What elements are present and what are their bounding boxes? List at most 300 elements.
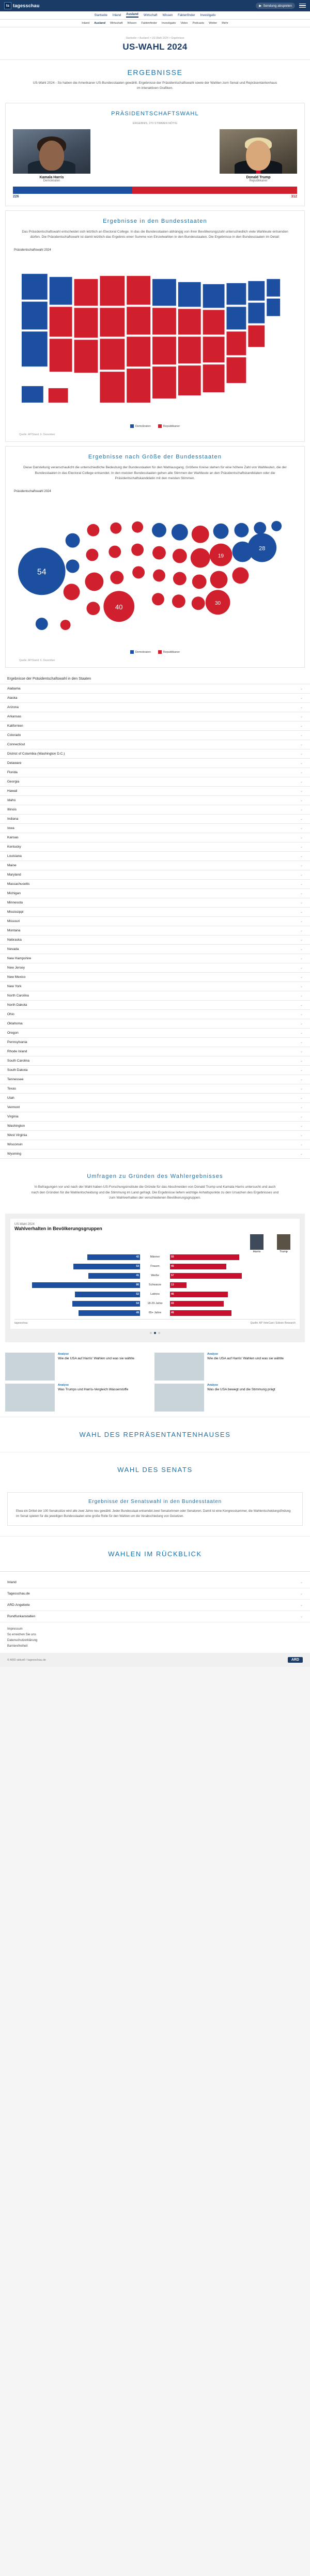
chevron-down-icon: ⌄: [300, 864, 303, 868]
legend-harris-label: Harris: [253, 1250, 261, 1253]
ard-logo: ARD: [288, 1657, 303, 1663]
footer-accordion-tagesschau[interactable]: [0, 1588, 310, 1600]
legend-democrats: Demokraten: [130, 424, 151, 428]
harris-value: 49: [136, 1311, 139, 1314]
candidate-harris: [13, 129, 90, 182]
trump-electors: 312: [291, 194, 297, 198]
chevron-down-icon: ⌄: [300, 762, 303, 765]
chart-category: Männer: [150, 1255, 160, 1259]
candidate-trump-photo: [220, 129, 297, 174]
chart-source: Quelle: AP VoteCast / Edison Research: [250, 1321, 296, 1325]
state-row-kalifornien[interactable]: [0, 721, 310, 730]
state-row-north-carolina[interactable]: [0, 991, 310, 1000]
teaser-item[interactable]: [154, 1353, 301, 1381]
subnav-wirtschaft[interactable]: Wirtschaft: [110, 22, 123, 25]
breadcrumb: Startseite > Ausland > US-Wahl 2024 > Ergebnisse: [126, 37, 184, 40]
state-row-connecticut[interactable]: [0, 740, 310, 749]
candidate-trump: [220, 129, 297, 182]
retrospective-section: [0, 1536, 310, 1571]
chevron-down-icon: ⌄: [300, 780, 303, 784]
nav-inland[interactable]: Inland: [112, 13, 121, 17]
chevron-down-icon: ⌄: [300, 883, 303, 886]
us-choropleth-svg[interactable]: [11, 253, 299, 423]
state-row-indiana[interactable]: [0, 814, 310, 823]
state-label: Hawaii: [7, 789, 18, 793]
chevron-down-icon: ⌄: [300, 715, 303, 719]
legend-trump-label: Trump: [280, 1250, 288, 1253]
electoral-map-title: Ergebnisse in den Bundesstaaten: [103, 218, 207, 224]
state-label: Wisconsin: [7, 1143, 23, 1147]
trump-value: 49: [171, 1311, 174, 1314]
teaser-title: Was Trumps und Harris-Vergleich Wasserstoffe: [58, 1387, 129, 1391]
survey-section: [0, 1159, 310, 1208]
carousel-dots[interactable]: [10, 1329, 300, 1337]
state-row-new-york[interactable]: [0, 982, 310, 991]
chevron-down-icon: ⌄: [300, 836, 303, 840]
chevron-down-icon: ⌄: [300, 1592, 303, 1596]
state-label: Illinois: [7, 808, 17, 812]
bubble-map-label: Präsidentschaftswahl 2024: [14, 489, 51, 493]
state-row-washington[interactable]: [0, 1121, 310, 1130]
teaser-list: [0, 1347, 310, 1417]
state-label: Minnesota: [7, 901, 23, 905]
subnav-wetter[interactable]: Wetter: [209, 22, 218, 25]
subnav-mehr[interactable]: Mehr: [222, 22, 228, 25]
state-row-maine[interactable]: [0, 861, 310, 870]
state-label: Louisiana: [7, 854, 22, 858]
chevron-down-icon: ⌄: [300, 1022, 303, 1026]
footer-accordion-ard-angebote[interactable]: [0, 1600, 310, 1611]
state-label: Missouri: [7, 919, 20, 924]
footer-link-barrierefreiheit[interactable]: Barrierefreiheit: [7, 1645, 28, 1648]
state-label: District of Columbia (Washington D.C.): [7, 752, 65, 756]
chevron-down-icon: ⌄: [300, 1004, 303, 1007]
chevron-down-icon: ⌄: [300, 920, 303, 924]
state-row-illinois[interactable]: [0, 805, 310, 814]
chevron-down-icon: ⌄: [300, 1604, 303, 1607]
state-row-montana[interactable]: [0, 926, 310, 935]
chevron-down-icon: ⌄: [300, 1106, 303, 1110]
teaser-title: Was die USA bewegt und die Stimmung prägt: [207, 1387, 275, 1391]
footer-accordion-rundfunkanstalten[interactable]: [0, 1611, 310, 1622]
state-row-utah[interactable]: [0, 1093, 310, 1102]
chevron-down-icon: ⌄: [300, 1134, 303, 1138]
chevron-down-icon: ⌄: [300, 846, 303, 849]
chevron-down-icon: ⌄: [300, 1143, 303, 1147]
chevron-down-icon: ⌄: [300, 818, 303, 821]
electoral-bar: [13, 187, 297, 194]
bubble-map-source: Quelle: AP/Stand: 6. Dezember: [19, 659, 55, 663]
chart-row: [14, 1281, 296, 1289]
state-label: Connecticut: [7, 743, 25, 747]
chart-row: [14, 1253, 296, 1261]
state-row-alaska[interactable]: [0, 693, 310, 702]
footer-bottom: [0, 1653, 310, 1667]
play-icon: ▶: [259, 4, 262, 8]
chevron-down-icon: ⌄: [300, 901, 303, 905]
footer-link-impressum[interactable]: Impressum: [7, 1628, 23, 1631]
teaser-image: [5, 1384, 55, 1412]
chart-legend: [14, 1234, 296, 1253]
state-label: Wyoming: [7, 1152, 22, 1156]
state-label: North Carolina: [7, 994, 29, 998]
legend-harris-photo: [250, 1234, 264, 1250]
logo-mark-text: ts: [6, 4, 10, 8]
state-row-arizona[interactable]: [0, 702, 310, 712]
state-row-oklahoma[interactable]: [0, 1019, 310, 1028]
state-row-florida[interactable]: [0, 768, 310, 777]
chart-row: [14, 1291, 296, 1298]
chevron-down-icon: ⌄: [300, 734, 303, 738]
carousel-dot-1[interactable]: [150, 1332, 152, 1334]
state-label: Michigan: [7, 892, 21, 896]
electoral-map-card: [5, 210, 305, 442]
legend-trump-photo: [277, 1234, 290, 1250]
candidate-trump-name: Donald Trump: [246, 175, 271, 179]
senate-info-card: [7, 1492, 303, 1526]
us-bubble-svg[interactable]: [11, 494, 299, 649]
harris-electors: 226: [13, 194, 19, 198]
chevron-down-icon: ⌄: [300, 939, 303, 942]
trump-value: 57: [171, 1274, 174, 1277]
state-label: Alaska: [7, 696, 18, 700]
presidential-subtitle: ERGEBNIS, 270 STIMMEN NÖTIG: [132, 121, 178, 125]
candidate-trump-party: Republikaner: [249, 179, 268, 182]
state-label: Washington: [7, 1124, 25, 1128]
state-label: New Jersey: [7, 966, 25, 970]
chevron-down-icon: ⌄: [300, 1013, 303, 1017]
state-row-nebraska[interactable]: [0, 935, 310, 944]
chevron-down-icon: ⌄: [300, 771, 303, 775]
top-bar: [0, 0, 310, 11]
harris-value: 41: [136, 1274, 139, 1277]
state-row-pennsylvania[interactable]: [0, 1037, 310, 1047]
survey-desc: In Befragungen vor und nach der Wahl haben US-Forschungsinstitute die Gründe für das Abschneiden von Donald Trump und Kamala Harris untersucht und auch nach den Gründen für die Wahlentscheidung und die Stimmung im Land gefragt. Die Ergebnisse liefern wichtige Anhaltspunkte zu den Ursachen des Ergebnisses und zum Wahlverhalten der verschiedenen Bevölkerungsgruppen.: [31, 1185, 279, 1200]
page-title-band: [0, 27, 310, 60]
nav-faktenfinder[interactable]: Faktenfinder: [178, 13, 195, 17]
primary-nav: [0, 11, 310, 20]
state-row-iowa[interactable]: [0, 823, 310, 833]
chart-source-brand: tagesschau: [14, 1321, 28, 1325]
state-label: Delaware: [7, 761, 22, 765]
survey-chart-card: [5, 1214, 305, 1342]
chevron-down-icon: ⌄: [300, 957, 303, 961]
trump-value: 46: [171, 1292, 174, 1296]
state-label: West Virginia: [7, 1133, 27, 1138]
senate-section: [0, 1452, 310, 1487]
chevron-down-icon: ⌄: [300, 790, 303, 793]
state-label: Oklahoma: [7, 1022, 23, 1026]
teaser-kicker: Analyse: [207, 1383, 219, 1387]
chevron-down-icon: ⌄: [300, 929, 303, 933]
state-label: Montana: [7, 929, 21, 933]
state-row-kentucky[interactable]: [0, 842, 310, 851]
brand-logo[interactable]: [4, 2, 40, 9]
retrospective-title: WAHLEN IM RÜCKBLICK: [108, 1550, 202, 1558]
candidate-harris-photo: [13, 129, 90, 174]
chevron-down-icon: ⌄: [300, 808, 303, 812]
state-row-maryland[interactable]: [0, 870, 310, 879]
state-row-wisconsin[interactable]: [0, 1140, 310, 1149]
footer-accordion-inland[interactable]: [0, 1577, 310, 1588]
state-label: Iowa: [7, 826, 14, 831]
state-label: Massachusetts: [7, 882, 30, 886]
chevron-down-icon: ⌄: [300, 1097, 303, 1100]
chevron-down-icon: ⌄: [300, 911, 303, 914]
bubble-map[interactable]: [6, 486, 304, 668]
intro-text: US-Wahl 2024 - So haben die Amerikaner US-Bundesstaaten gewählt. Ergebnisse der Präsidentschaftswahl sowie der Wahlen zum Senat und Repräsentantenhaus im interaktiven Grafiken.: [33, 81, 277, 90]
state-label: Tennessee: [7, 1078, 24, 1082]
chart-category: Schwarze: [148, 1283, 162, 1287]
chevron-down-icon: ⌄: [300, 948, 303, 952]
state-label: Mississippi: [7, 910, 24, 914]
chart-row: [14, 1309, 296, 1317]
chevron-down-icon: ⌄: [300, 1050, 303, 1054]
svg-text:30: 30: [215, 600, 221, 606]
state-label: Georgia: [7, 780, 20, 784]
harris-value: 86: [136, 1283, 139, 1286]
subnav-video[interactable]: Video: [180, 22, 188, 25]
teaser-item[interactable]: [5, 1353, 151, 1381]
page-title: US-WAHL 2024: [122, 42, 188, 52]
footer-link-kontakt[interactable]: So erreichen Sie uns: [7, 1633, 36, 1637]
chart-category: 18-29 Jahre: [147, 1302, 163, 1306]
footer-link-datenschutz[interactable]: Datenschutzerklärung: [7, 1639, 38, 1643]
chevron-down-icon: ⌄: [300, 892, 303, 896]
chart-title: Wahlverhalten in Bevölkerungsgruppen: [14, 1225, 102, 1231]
state-row-hawaii[interactable]: [0, 786, 310, 795]
survey-chart[interactable]: [10, 1219, 300, 1329]
state-row-oregon[interactable]: [0, 1028, 310, 1037]
survey-title: Umfragen zu Gründen des Wahlergebnisses: [87, 1173, 223, 1180]
subnav-faktenfinder[interactable]: Faktenfinder: [141, 22, 157, 25]
nav-wissen[interactable]: Wissen: [162, 13, 173, 17]
state-label: Arkansas: [7, 715, 22, 719]
state-label: Alabama: [7, 687, 21, 691]
footer: [0, 1571, 310, 1667]
chart-kicker: US-Wahl 2024: [14, 1222, 35, 1226]
harris-value: 42: [136, 1255, 139, 1259]
state-label: Colorado: [7, 733, 21, 738]
teaser-kicker: Analyse: [207, 1352, 219, 1356]
state-row-louisiana[interactable]: [0, 851, 310, 861]
subnav-inland[interactable]: Inland: [82, 22, 90, 25]
state-row-south-dakota[interactable]: [0, 1065, 310, 1075]
chart-footer: [14, 1319, 296, 1325]
state-label: Utah: [7, 1096, 14, 1100]
state-row-colorado[interactable]: [0, 730, 310, 740]
chevron-down-icon: ⌄: [300, 976, 303, 979]
house-section: [0, 1417, 310, 1452]
state-row-texas[interactable]: [0, 1084, 310, 1093]
subnav-investigativ[interactable]: Investigativ: [162, 22, 176, 25]
state-row-south-carolina[interactable]: [0, 1056, 310, 1065]
state-row-kansas[interactable]: [0, 833, 310, 842]
state-label: Virginia: [7, 1115, 19, 1119]
footer-links: [0, 1622, 310, 1653]
harris-value: 54: [136, 1301, 139, 1305]
footer-accordion-label: Tagesschau.de: [7, 1592, 30, 1596]
bubble-map-desc: Diese Darstellung veranschaulicht die unterschiedliche Bedeutung der Bundesstaaten für den Wahlausgang. Größere Kreise stehen für eine höhere Zahl von Wahlleuten, die der Bundesstaaten in das Electoral College entsendet. In den meisten Bundesstaaten gehen alle Stimmen der Wahlleute an den Präsidentschaftskandidaten oder die Präsidentschaftskandidatin mit den meisten Stimmen.: [23, 466, 287, 481]
subnav-wissen[interactable]: Wissen: [127, 22, 137, 25]
chevron-down-icon: ⌄: [300, 1078, 303, 1082]
state-row-wyoming[interactable]: [0, 1149, 310, 1159]
brand-name: tagesschau: [13, 3, 40, 8]
state-row-new-hampshire[interactable]: [0, 954, 310, 963]
chevron-down-icon: ⌄: [300, 753, 303, 756]
state-label: Texas: [7, 1087, 16, 1091]
house-title: WAHL DES REPRÄSENTANTENHAUSES: [79, 1430, 231, 1438]
state-row-mississippi[interactable]: [0, 907, 310, 916]
teaser-image: [154, 1353, 204, 1381]
state-row-alabama[interactable]: [0, 684, 310, 693]
chart-category: 65+ Jahre: [148, 1311, 162, 1315]
electoral-map-source: Quelle: AP/Stand: 6. Dezember: [19, 433, 55, 437]
svg-text:54: 54: [37, 567, 47, 576]
teaser-kicker: Analyse: [58, 1383, 69, 1387]
nav-startseite[interactable]: Startseite: [94, 13, 107, 17]
electoral-map-desc: Das Präsidentschaftswahl entscheidet sich letztlich an Electoral College. In das die Bundesstaaten abhängig von ihrer Bevölkerungszahl unterschiedlich viele Wahlleute entsenden dürfen. Die Präsidentschaftswahl ist damit letztlich das Ergebnis einer Summe von Einzelwahlen in den Bundesstaaten. Die Ergebnisse in den Bundesstaaten im Detail:: [22, 229, 288, 239]
chart-row: [14, 1272, 296, 1280]
senate-info-title: Ergebnisse der Senatswahl in den Bundesstaaten: [88, 1498, 222, 1505]
chevron-down-icon: ⌄: [300, 1060, 303, 1063]
state-row-west-virginia[interactable]: [0, 1130, 310, 1140]
state-row-rhode-island[interactable]: [0, 1047, 310, 1056]
state-results-heading: Ergebnisse der Präsidentschaftswahl in den Staaten: [7, 677, 91, 681]
state-label: Nevada: [7, 947, 19, 952]
play-broadcast-label: Sendung abspielen: [263, 4, 292, 8]
state-label: Pennsylvania: [7, 1040, 27, 1045]
chevron-down-icon: ⌄: [300, 1125, 303, 1128]
teaser-title: Wie die USA auf Harris' Wahlen und was sie wählte: [58, 1356, 135, 1360]
chart-row: [14, 1263, 296, 1270]
bubble-map-legend: [11, 648, 299, 659]
state-row-nevada[interactable]: [0, 944, 310, 954]
carousel-dot-3[interactable]: [158, 1332, 160, 1334]
state-row-missouri[interactable]: [0, 916, 310, 926]
chevron-down-icon: ⌄: [300, 725, 303, 728]
state-row-delaware[interactable]: [0, 758, 310, 768]
chevron-down-icon: ⌄: [300, 1087, 303, 1091]
teaser-item[interactable]: [154, 1384, 301, 1412]
candidate-harris-party: Demokraten: [43, 179, 60, 182]
svg-text:19: 19: [218, 553, 224, 559]
candidates-row: [6, 129, 304, 182]
state-label: Kentucky: [7, 845, 21, 849]
state-label: Maine: [7, 864, 17, 868]
state-row-new-jersey[interactable]: [0, 963, 310, 972]
presidential-title: PRÄSIDENTSCHAFTSWAHL: [111, 110, 199, 117]
chevron-down-icon: ⌄: [300, 799, 303, 803]
chevron-down-icon: ⌄: [300, 967, 303, 970]
state-row-ohio[interactable]: [0, 1009, 310, 1019]
legend-republicans: Republikaner: [158, 424, 180, 428]
secondary-nav: [0, 20, 310, 27]
senate-title: WAHL DES SENATS: [117, 1465, 193, 1474]
teaser-image: [5, 1353, 55, 1381]
teaser-kicker: Analyse: [58, 1352, 69, 1356]
electoral-map[interactable]: [6, 244, 304, 442]
state-label: South Dakota: [7, 1068, 28, 1072]
state-row-north-dakota[interactable]: [0, 1000, 310, 1009]
state-row-minnesota[interactable]: [0, 898, 310, 907]
senate-info-text: Etwa ein Drittel der 100 Senatssitze wird alle zwei Jahre neu gewählt. Jeder Bundesstaat entsendet zwei Senatorinnen oder Senatoren. Damit ist eine Kongresskammer, die Wahlentscheidungsfindung im Senat spielen für die jeweiligen Bundesstaaten eine große Rolle für den Wahlen um die Verabschiedung von Gesetzen.: [16, 1509, 291, 1518]
chevron-down-icon: ⌄: [300, 873, 303, 877]
trump-value: 43: [171, 1301, 174, 1305]
state-label: Kalifornien: [7, 724, 23, 728]
footer-accordion-label: Rundfunkanstalten: [7, 1615, 36, 1619]
svg-text:40: 40: [115, 603, 123, 611]
candidate-harris-name: Kamala Harris: [39, 175, 64, 179]
electoral-map-legend: [11, 422, 299, 433]
chevron-down-icon: ⌄: [300, 687, 303, 691]
chevron-down-icon: ⌄: [300, 1069, 303, 1072]
chevron-down-icon: ⌄: [300, 1615, 303, 1619]
state-label: Arizona: [7, 706, 19, 710]
state-label: Maryland: [7, 873, 21, 877]
chart-category: Weiße: [151, 1274, 159, 1278]
state-label: North Dakota: [7, 1003, 27, 1007]
state-label: Florida: [7, 771, 18, 775]
state-label: Rhode Island: [7, 1050, 27, 1054]
subnav-podcasts[interactable]: Podcasts: [192, 22, 205, 25]
subnav-ausland[interactable]: Ausland: [94, 22, 105, 25]
state-row-massachusetts[interactable]: [0, 879, 310, 888]
carousel-dot-2[interactable]: [154, 1332, 156, 1334]
state-row-dc[interactable]: [0, 749, 310, 758]
chevron-down-icon: ⌄: [300, 1115, 303, 1119]
teaser-title: Wie die USA auf Harris' Wahlen und was sie wählte: [207, 1356, 284, 1360]
state-label: Nebraska: [7, 938, 22, 942]
state-row-michigan[interactable]: [0, 888, 310, 898]
nav-wirtschaft[interactable]: Wirtschaft: [143, 13, 158, 17]
trump-value: 13: [171, 1283, 174, 1286]
state-row-georgia[interactable]: [0, 777, 310, 786]
chevron-down-icon: ⌄: [300, 697, 303, 700]
state-label: Kansas: [7, 836, 19, 840]
chevron-down-icon: ⌄: [300, 827, 303, 831]
logo-mark-icon: [4, 2, 11, 9]
chevron-down-icon: ⌄: [300, 985, 303, 989]
trump-value: 45: [171, 1264, 174, 1268]
presidential-card: [5, 103, 305, 206]
state-row-idaho[interactable]: [0, 795, 310, 805]
state-row-vermont[interactable]: [0, 1102, 310, 1112]
state-label: Vermont: [7, 1106, 20, 1110]
footer-copyright: © ARD-aktuell / tagesschau.de: [7, 1658, 46, 1662]
nav-investigativ[interactable]: Investigativ: [200, 13, 216, 17]
intro-title: ERGEBNISSE: [127, 68, 183, 76]
state-row-new-mexico[interactable]: [0, 972, 310, 982]
state-row-virginia[interactable]: [0, 1112, 310, 1121]
state-row-arkansas[interactable]: [0, 712, 310, 721]
state-row-tennessee[interactable]: [0, 1075, 310, 1084]
state-label: New Hampshire: [7, 957, 32, 961]
teaser-item[interactable]: [5, 1384, 151, 1412]
play-broadcast-button[interactable]: [256, 3, 295, 9]
chevron-down-icon: ⌄: [300, 706, 303, 710]
nav-ausland[interactable]: Ausland: [126, 13, 138, 18]
legend-republicans-2: Republikaner: [158, 650, 180, 654]
bubble-map-title: Ergebnisse nach Größe der Bundesstaaten: [88, 454, 222, 461]
chart-row: [14, 1300, 296, 1308]
state-results-list: [0, 672, 310, 1159]
trump-value: 55: [171, 1255, 174, 1259]
chart-category: Latinos: [150, 1293, 160, 1296]
chevron-down-icon: ⌄: [300, 855, 303, 858]
footer-accordion-label: Inland: [7, 1581, 17, 1585]
hamburger-icon[interactable]: [299, 4, 306, 8]
